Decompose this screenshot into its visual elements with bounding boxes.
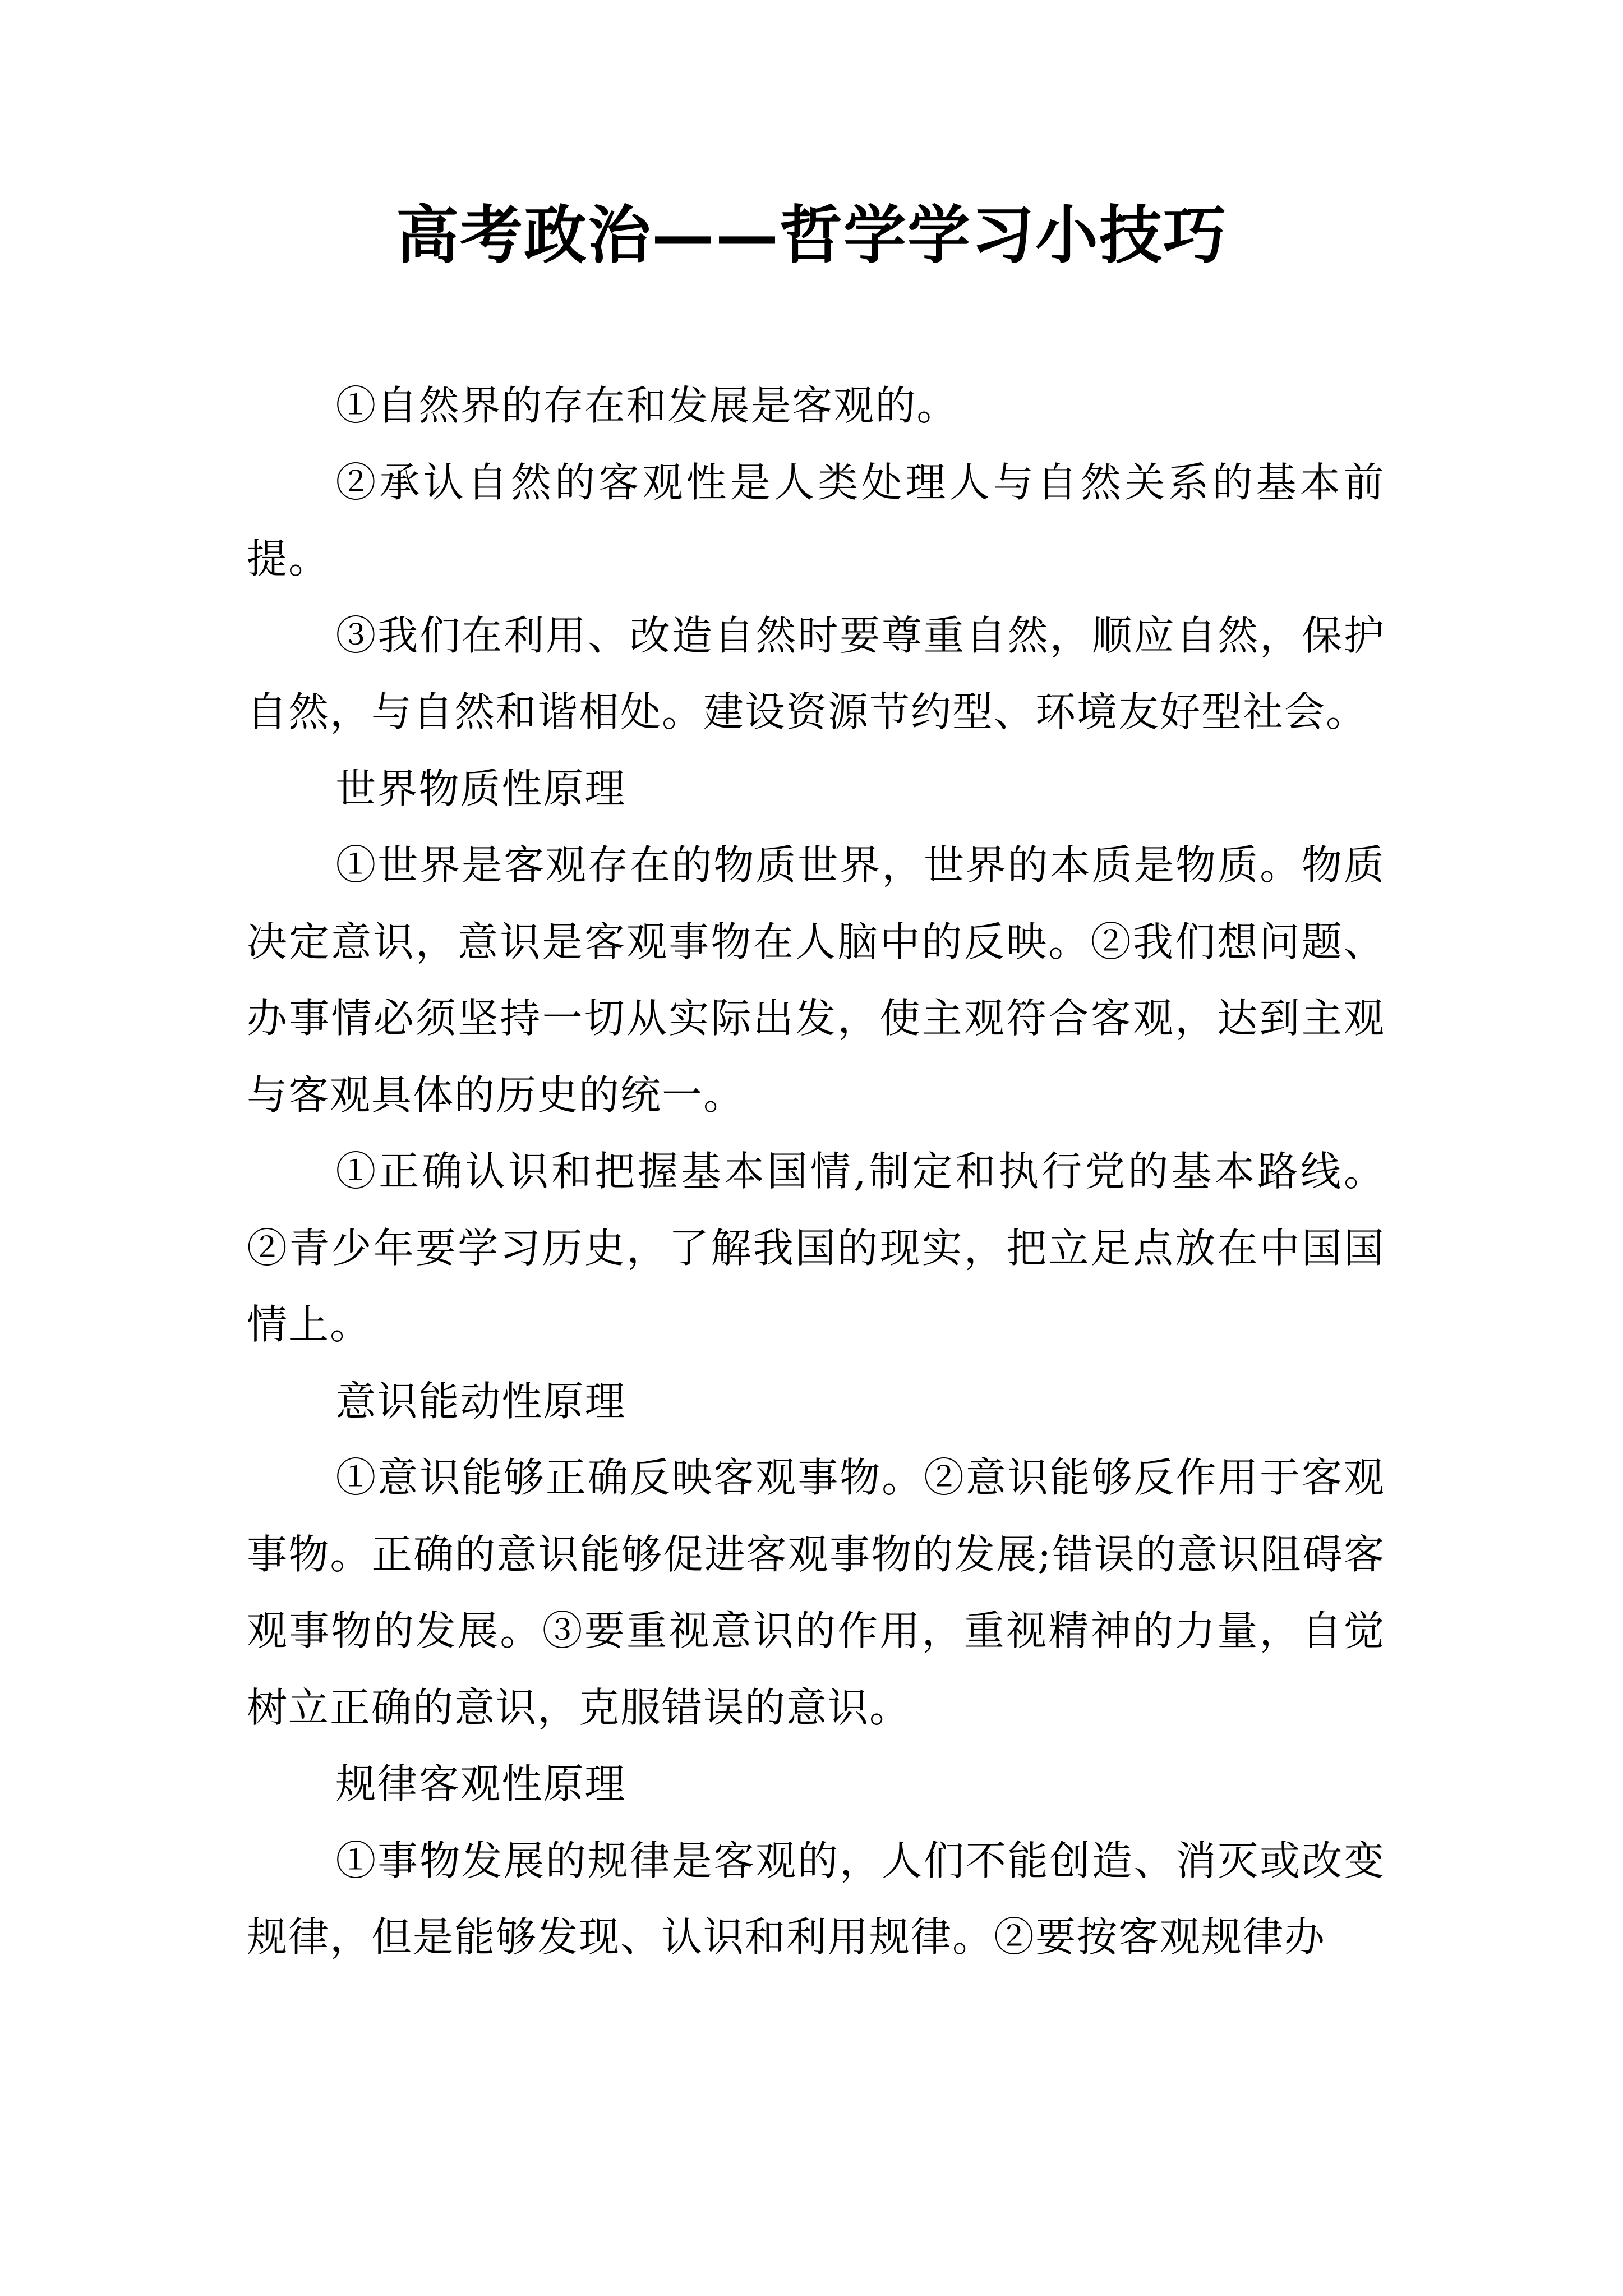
document-body (247, 367, 1385, 1976)
paragraph: ③我们在利用、改造自然时要尊重自然，顺应自然，保护自然，与自然和谐相处。建设资源节约型、环境友好型社会。 (247, 611, 1385, 735)
section-heading: 世界物质性原理 (335, 765, 626, 812)
paragraph: ①意识能够正确反映客观事物。②意识能够反作用于客观事物。正确的意识能够促进客观事物的发展;错误的意识阻碍客观事物的发展。③要重视意识的作用，重视精神的力量，自觉树立正确的意识，克服错误的意识。 (247, 1454, 1385, 1731)
paragraph: ①世界是客观存在的物质世界，世界的本质是物质。物质决定意识，意识是客观事物在人脑中的反映。②我们想问题、办事情必须坚持一切从实际出发，使主观符合客观，达到主观与客观具体的历史的统一。 (247, 841, 1385, 1119)
section-heading: 意识能动性原理 (335, 1377, 626, 1425)
document-title: 高考政治——哲学学习小技巧 (396, 199, 1227, 272)
section-heading: 规律客观性原理 (335, 1760, 626, 1807)
paragraph: ①事物发展的规律是客观的，人们不能创造、消灭或改变规律，但是能够发现、认识和利用规律。②要按客观规律办 (247, 1837, 1385, 1961)
paragraph: ①自然界的存在和发展是客观的。 (335, 382, 958, 429)
paragraph: ②承认自然的客观性是人类处理人与自然关系的基本前提。 (247, 458, 1385, 582)
paragraph: ①正确认识和把握基本国情,制定和执行党的基本路线。②青少年要学习历史，了解我国的现实，把立足点放在中国国情上。 (247, 1148, 1385, 1348)
